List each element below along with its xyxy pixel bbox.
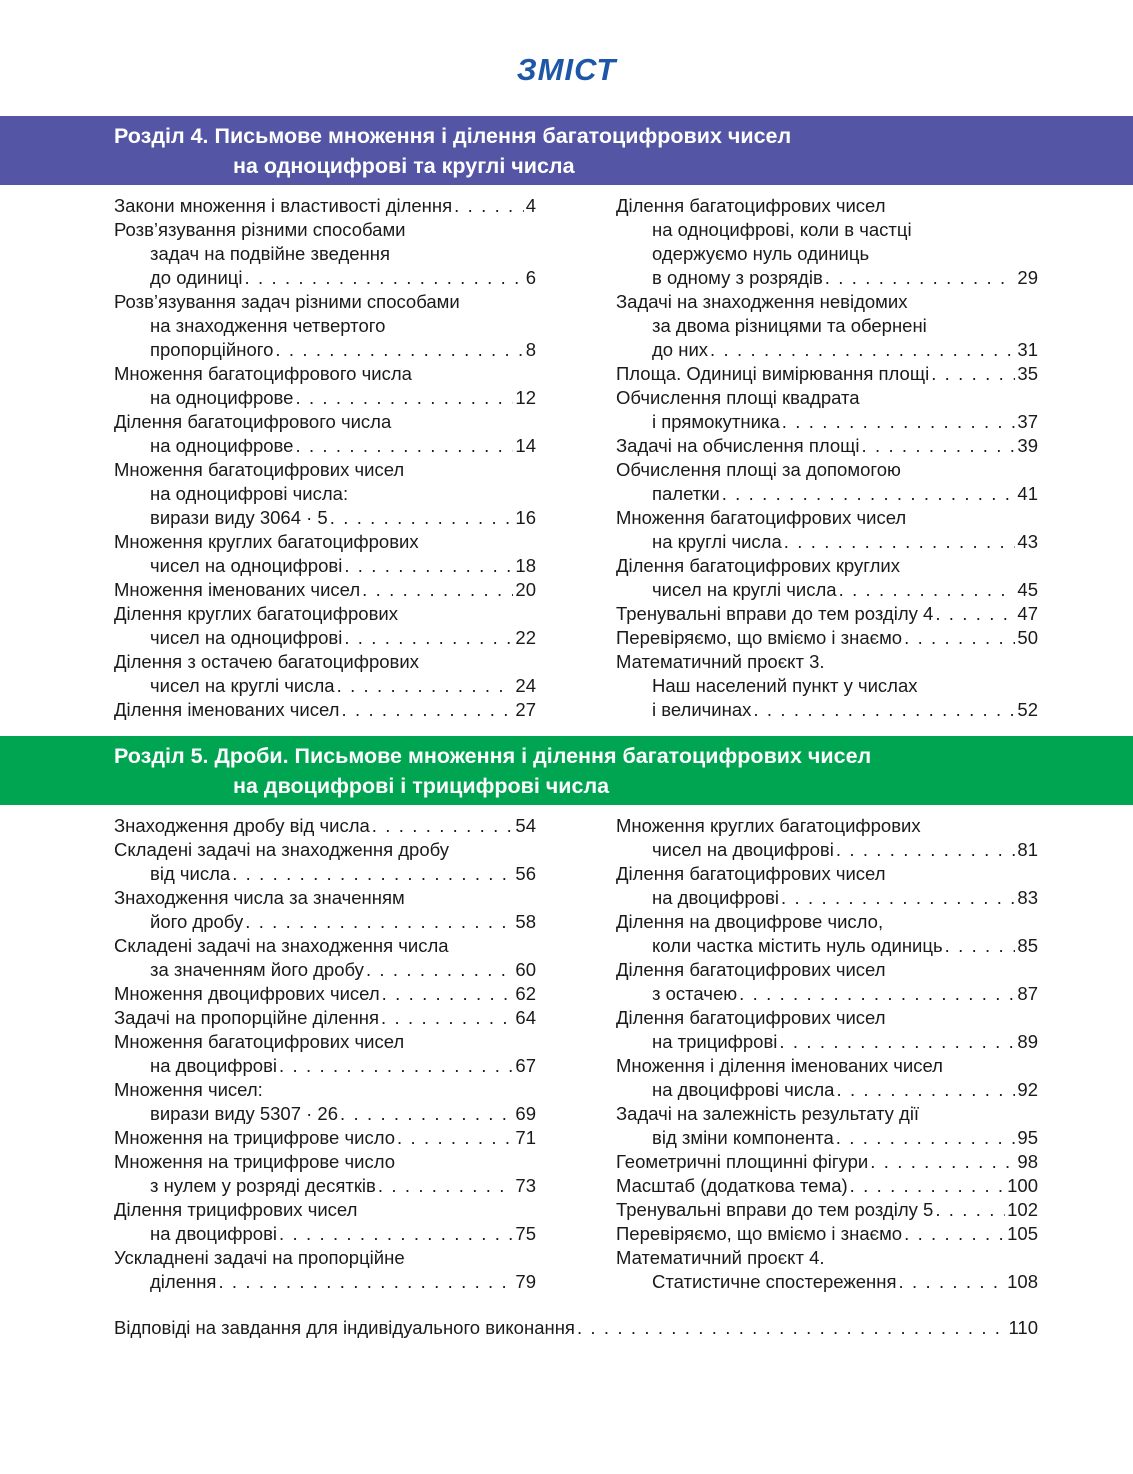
toc-entry-title: Множення на трицифрове число [114,1127,395,1148]
toc-entry-title: Знаходження числа за значенням [114,887,405,908]
section-4-right-column [616,194,1038,722]
toc-entry [114,314,536,338]
toc-entry-title: Обчислення площі квадрата [616,387,860,408]
toc-entry [114,362,536,386]
toc-entry [114,602,536,626]
toc-entry-page: 64 [515,1007,536,1028]
toc-entry-page: 6 [525,267,536,288]
toc-entry-page: 79 [515,1271,536,1292]
toc-entry[interactable] [616,602,1038,626]
toc-entry [114,482,536,506]
dot-leader [710,338,1015,362]
toc-entry-page: 50 [1017,627,1038,648]
section-4-title-line1: Розділ 4. Письмове множення і ділення багатоцифрових чисел [114,124,792,148]
dot-leader [295,386,513,410]
toc-entry [114,886,536,910]
toc-entry-title: Статистичне спостереження [652,1271,897,1292]
toc-entry [114,290,536,314]
toc-entry-page: 24 [515,675,536,696]
toc-entry-page: 16 [515,507,536,528]
toc-entry [114,242,536,266]
toc-entry-title: Множення і ділення іменованих чисел [616,1055,943,1076]
section-4-banner [0,116,1133,185]
toc-entry-title: Ділення круглих багатоцифрових [114,603,398,624]
toc-entry-title: палетки [652,483,720,504]
toc-entry [616,1006,1038,1030]
dot-leader [454,194,524,218]
toc-entry [616,290,1038,314]
toc-entry[interactable] [616,434,1038,458]
toc-entry-title: Ділення багатоцифрових круглих [616,555,900,576]
toc-entry [114,838,536,862]
toc-entry-title: пропорційного [150,339,274,360]
toc-entry-title: Задачі на пропорційне ділення [114,1007,379,1028]
toc-entry-title: Множення круглих багатоцифрових [616,815,921,836]
toc-entry-title: Задачі на залежність результату дії [616,1103,920,1124]
toc-entry-title: на двоцифрові [150,1055,278,1076]
toc-entry[interactable] [114,862,536,886]
toc-entry [114,218,536,242]
toc-entry-title: Розв’язування задач різними способами [114,291,460,312]
toc-entry[interactable] [616,1222,1038,1246]
dot-leader [739,982,1015,1006]
toc-entry[interactable] [114,674,536,698]
toc-entry [114,650,536,674]
toc-entry-title: за значенням його дробу [150,959,364,980]
toc-entry-page: 58 [515,911,536,932]
toc-entry [616,1102,1038,1126]
toc-entry-page: 29 [1017,267,1038,288]
toc-entry[interactable] [114,1174,536,1198]
toc-entry-page: 62 [515,983,536,1004]
toc-entry-title: Задачі на знаходження невідомих [616,291,908,312]
toc-entry-title: і величинах [652,699,752,720]
toc-entry[interactable] [616,626,1038,650]
toc-entry-page: 105 [1007,1223,1038,1244]
toc-entry [616,218,1038,242]
toc-entry-title: Розв’язування різними способами [114,219,406,240]
toc-entry-page: 45 [1017,579,1038,600]
toc-entry[interactable] [114,386,536,410]
toc-entry-title: на двоцифрові [150,1223,278,1244]
toc-entry-page: 71 [515,1127,536,1148]
toc-entry-page: 14 [515,435,536,456]
dot-leader [366,958,513,982]
toc-entry-page: 22 [515,627,536,648]
toc-entry[interactable] [114,1054,536,1078]
toc-entry [616,314,1038,338]
toc-entry-page: 41 [1017,483,1038,504]
toc-entry-page: 87 [1017,983,1038,1004]
toc-entry-title: чисел на круглі числа [150,675,335,696]
toc-entry-title: ділення [150,1271,217,1292]
toc-entry[interactable] [616,1174,1038,1198]
toc-entry-page: 92 [1017,1079,1038,1100]
page-title: ЗМІСТ [516,52,617,87]
toc-entry[interactable] [616,1198,1038,1222]
toc-entry-title: вирази виду 5307 · 26 [150,1103,339,1124]
toc-entry-title: Ділення на двоцифрове число, [616,911,884,932]
toc-entry[interactable] [616,934,1038,958]
toc-entry-page: 39 [1017,435,1038,456]
toc-entry-title: Перевіряємо, що вміємо і знаємо [616,1223,903,1244]
toc-entry-title: Множення багатоцифрового числа [114,363,412,384]
section-5-banner [0,736,1133,805]
toc-entry-title: на одноцифрове [150,435,294,456]
toc-entry-title: Множення іменованих чисел [114,579,361,600]
toc-entry [616,958,1038,982]
toc-entry-title: на трицифрові [652,1031,778,1052]
toc-entry[interactable] [114,1126,536,1150]
dot-leader [782,410,1016,434]
toc-entry-title: Площа. Одиниці вимірювання площі [616,363,930,384]
toc-entry-title: Складені задачі на знаходження дробу [114,839,450,860]
toc-entry-page: 37 [1017,411,1038,432]
toc-entry-page: 83 [1017,887,1038,908]
toc-entry [616,862,1038,886]
toc-entry-title: на двоцифрові числа [652,1079,835,1100]
toc-entry[interactable] [616,982,1038,1006]
toc-entry-title: Множення багатоцифрових чисел [616,507,907,528]
dot-leader [861,434,1015,458]
section-5-right-column [616,814,1038,1294]
toc-entry[interactable] [616,338,1038,362]
toc-entry [616,242,1038,266]
toc-entry[interactable] [114,982,536,1006]
dot-leader [577,1316,1007,1340]
toc-entry-title: в одному з розрядів [652,267,823,288]
toc-entry [616,674,1038,698]
toc-entry [114,1198,536,1222]
toc-entry-title: і прямокутника [652,411,780,432]
toc-entry-title: Тренувальні вправи до тем розділу 5 [616,1199,934,1220]
dot-leader [935,602,1015,626]
toc-entry [616,194,1038,218]
dot-leader [344,554,513,578]
toc-entry [616,506,1038,530]
toc-entry-title: на круглі числа [652,531,782,552]
toc-entry-title: з остачею [652,983,738,1004]
toc-entry-page: 95 [1017,1127,1038,1148]
toc-entry [616,650,1038,674]
toc-entry-title: Множення багатоцифрових чисел [114,459,405,480]
toc-entry-title: Знаходження дробу від числа [114,815,370,836]
toc-entry[interactable] [114,506,536,530]
toc-entry-title: Множення багатоцифрових чисел [114,1031,405,1052]
toc-entry[interactable] [114,910,536,934]
toc-entry[interactable] [616,1078,1038,1102]
toc-entry[interactable] [616,482,1038,506]
toc-entry-page: 102 [1007,1199,1038,1220]
dot-leader [330,506,514,530]
toc-entry[interactable] [114,698,536,722]
toc-entry-title: Складені задачі на знаходження числа [114,935,449,956]
toc-entry-title: Ділення багатоцифрових чисел [616,1007,886,1028]
toc-entry-title: Закони множення і властивості ділення [114,195,453,216]
toc-entry[interactable] [114,194,536,218]
toc-entry-title: Множення двоцифрових чисел [114,983,380,1004]
toc-entry-title: чисел на одноцифрові [150,555,343,576]
toc-entry-page: 12 [515,387,536,408]
toc-entry-page: 27 [515,699,536,720]
toc-entry[interactable] [616,838,1038,862]
toc-entry[interactable] [114,434,536,458]
toc-entry-title: Масштаб (додаткова тема) [616,1175,848,1196]
dot-leader [340,1102,513,1126]
dot-leader [870,1150,1015,1174]
toc-entry-page: 4 [525,195,536,216]
toc-entry-page: 18 [515,555,536,576]
section-4-left-column [114,194,536,722]
toc-entry-page: 54 [515,815,536,836]
toc-entry-title: одержуємо нуль одиниць [652,243,870,264]
dot-leader [836,1078,1015,1102]
toc-entry-page: 89 [1017,1031,1038,1052]
toc-entry[interactable] [114,1270,536,1294]
toc-entry-title: коли частка містить нуль одиниць [652,935,943,956]
toc-entry [114,410,536,434]
toc-entry[interactable] [114,338,536,362]
toc-entry-title: Перевіряємо, що вміємо і знаємо [616,627,903,648]
dot-leader [904,1222,1005,1246]
toc-entry[interactable] [616,1126,1038,1150]
toc-entry[interactable] [114,814,536,838]
dot-leader [825,266,1016,290]
toc-entry-title: на одноцифрові, коли в частці [652,219,912,240]
toc-entry [114,458,536,482]
toc-entry-page: 69 [515,1103,536,1124]
toc-entry-title: Ділення іменованих чисел [114,699,340,720]
toc-entry[interactable] [114,958,536,982]
toc-entry-title: Множення на трицифрове число [114,1151,395,1172]
dot-leader [245,910,513,934]
toc-entry[interactable] [114,1102,536,1126]
toc-entry-title: за двома різницями та обернені [652,315,927,336]
section-4-title-line2: на одноцифрові та круглі числа [233,154,575,178]
toc-entry[interactable] [616,886,1038,910]
toc-entry-title: з нулем у розряді десятків [150,1175,376,1196]
dot-leader [722,482,1016,506]
dot-leader [362,578,513,602]
section-5-left-column [114,814,536,1294]
toc-entry-title: від зміни компонента [652,1127,834,1148]
dot-leader [935,1198,1005,1222]
toc-entry-title: Математичний проєкт 3. [616,651,825,672]
dot-leader [850,1174,1005,1198]
dot-leader [836,838,1016,862]
dot-leader [341,698,513,722]
toc-entry-answers[interactable] [114,1316,1038,1340]
toc-entry-title: Ділення багатоцифрових чисел [616,959,886,980]
toc-entry [616,1246,1038,1270]
toc-entry[interactable] [616,410,1038,434]
toc-entry-title: Відповіді на завдання для індивідуального виконання [114,1317,575,1338]
toc-entry-title: Обчислення площі за допомогою [616,459,901,480]
toc-entry-page: 8 [525,339,536,360]
toc-entry-page: 110 [1008,1317,1038,1338]
toc-entry[interactable] [114,1006,536,1030]
toc-entry-page: 20 [515,579,536,600]
dot-leader [779,1030,1015,1054]
dot-leader [784,530,1016,554]
toc-entry-title: Задачі на обчислення площі [616,435,860,456]
toc-entry-title: на одноцифрове [150,387,294,408]
toc-entry [114,530,536,554]
toc-entry-title: Множення круглих багатоцифрових [114,531,419,552]
dot-leader [295,434,513,458]
dot-leader [344,626,513,650]
toc-entry-title: Ділення трицифрових чисел [114,1199,358,1220]
dot-leader [382,982,514,1006]
dot-leader [378,1174,514,1198]
dot-leader [839,578,1016,602]
toc-entry[interactable] [616,362,1038,386]
dot-leader [218,1270,513,1294]
toc-entry-title: чисел на круглі числа [652,579,837,600]
toc-entry-title: Тренувальні вправи до тем розділу 4 [616,603,934,624]
toc-entry-page: 81 [1017,839,1038,860]
toc-entry-title: на знаходження четвертого [150,315,386,336]
toc-entry[interactable] [114,554,536,578]
toc-entry-title: до одиниці [150,267,243,288]
toc-entry [114,1030,536,1054]
dot-leader [279,1222,513,1246]
toc-entry[interactable] [114,266,536,290]
toc-entry-page: 85 [1017,935,1038,956]
section-5-title-line2: на двоцифрові і трицифрові числа [233,774,610,798]
dot-leader [931,362,1015,386]
toc-entry-title: Наш населений пункт у числах [652,675,918,696]
answers-row [114,1316,1038,1340]
toc-entry[interactable] [616,266,1038,290]
section-5-title-line1: Розділ 5. Дроби. Письмове множення і ділення багатоцифрових чисел [114,744,872,768]
toc-entry [616,386,1038,410]
dot-leader [232,862,513,886]
toc-entry[interactable] [616,1150,1038,1174]
toc-entry[interactable] [114,1222,536,1246]
dot-leader [381,1006,513,1030]
toc-entry [616,458,1038,482]
toc-entry-page: 35 [1017,363,1038,384]
toc-entry[interactable] [616,1270,1038,1294]
toc-entry[interactable] [616,530,1038,554]
toc-entry-page: 75 [515,1223,536,1244]
toc-entry-page: 108 [1007,1271,1038,1292]
toc-entry-page: 60 [515,959,536,980]
toc-entry-page: 56 [515,863,536,884]
toc-entry-title: Геометричні площинні фігури [616,1151,869,1172]
dot-leader [275,338,523,362]
toc-entry-title: Ділення багатоцифрового числа [114,411,392,432]
toc-entry [114,934,536,958]
dot-leader [753,698,1015,722]
toc-entry [114,1078,536,1102]
dot-leader [279,1054,513,1078]
toc-entry-title: Ділення з остачею багатоцифрових [114,651,419,672]
toc-entry-title: до них [652,339,709,360]
toc-entry-title: вирази виду 3064 · 5 [150,507,328,528]
toc-entry [114,1150,536,1174]
toc-entry-title: Ділення багатоцифрових чисел [616,863,886,884]
dot-leader [781,886,1015,910]
toc-entry-title: Математичний проєкт 4. [616,1247,825,1268]
toc-entry-title: Множення чисел: [114,1079,263,1100]
dot-leader [836,1126,1016,1150]
toc-entry-title: від числа [150,863,231,884]
toc-entry [616,910,1038,934]
toc-entry-title: чисел на двоцифрові [652,839,834,860]
toc-entry[interactable] [616,1030,1038,1054]
toc-entry-page: 43 [1017,531,1038,552]
toc-entry-page: 31 [1017,339,1038,360]
toc-entry-page: 67 [515,1055,536,1076]
toc-entry[interactable] [114,626,536,650]
dot-leader [337,674,514,698]
toc-entry-title: чисел на одноцифрові [150,627,343,648]
toc-entry[interactable] [616,578,1038,602]
toc-entry [616,814,1038,838]
toc-entry-title: Ділення багатоцифрових чисел [616,195,886,216]
toc-entry-title: на одноцифрові числа: [150,483,349,504]
toc-entry-page: 100 [1007,1175,1038,1196]
toc-entry [114,1246,536,1270]
toc-entry-page: 73 [515,1175,536,1196]
dot-leader [245,266,524,290]
dot-leader [945,934,1016,958]
dot-leader [904,626,1015,650]
toc-entry-title: його дробу [150,911,244,932]
toc-entry[interactable] [114,578,536,602]
toc-entry-page: 47 [1017,603,1038,624]
dot-leader [372,814,514,838]
toc-entry-page: 52 [1017,699,1038,720]
toc-entry [616,1054,1038,1078]
toc-entry[interactable] [616,698,1038,722]
toc-entry-page: 98 [1017,1151,1038,1172]
dot-leader [899,1270,1006,1294]
toc-entry-title: Ускладнені задачі на пропорційне [114,1247,405,1268]
dot-leader [397,1126,513,1150]
toc-entry [616,554,1038,578]
toc-entry-title: задач на подвійне зведення [150,243,391,264]
toc-entry-title: на двоцифрові [652,887,780,908]
